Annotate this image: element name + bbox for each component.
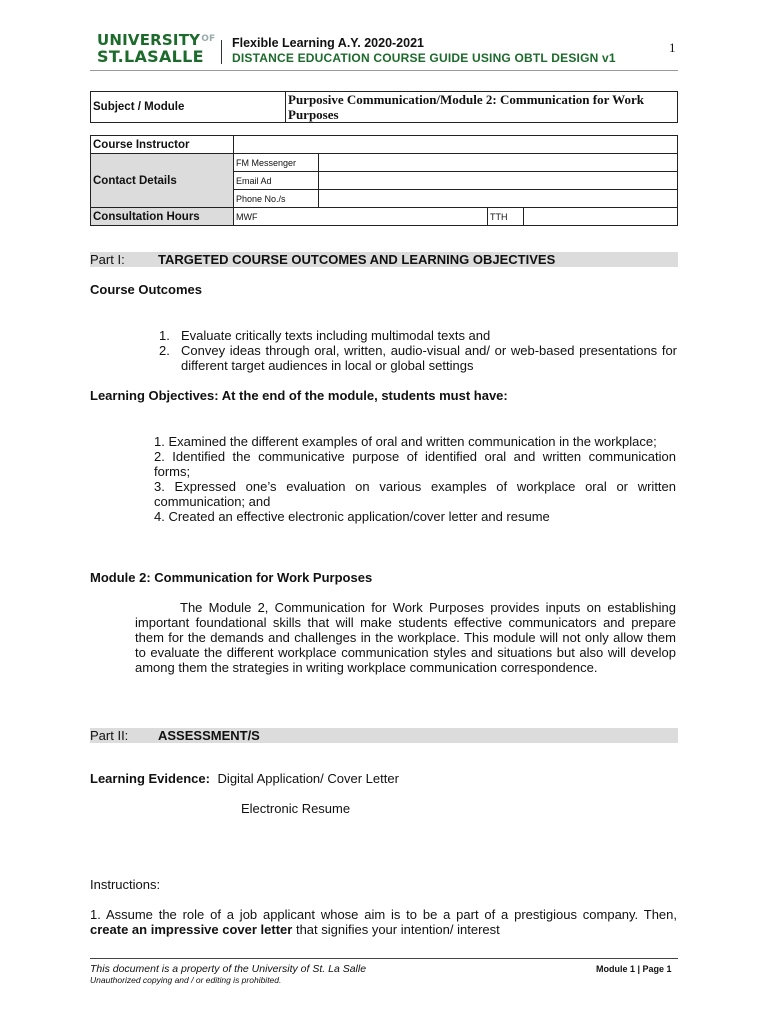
page-number: 1 [669, 40, 676, 55]
learning-objectives-heading: Learning Objectives: At the end of the module, students must have: [90, 388, 508, 403]
module-heading: Module 2: Communication for Work Purposes [90, 570, 373, 585]
learning-evidence-line [90, 771, 399, 786]
learning-evidence-item-1: Digital Application/ Cover Letter [217, 771, 399, 786]
contact-value-email [319, 172, 678, 190]
header-title: Flexible Learning A.Y. 2020-2021 [232, 36, 424, 50]
list-item: 2. Identified the communicative purpose of identified oral and written communication forms; [154, 449, 676, 479]
logo-text-stlasalle: ST.LASALLE [97, 47, 204, 66]
list-item: 2. Convey ideas through oral, written, audio-visual and/ or web-based presentations for different target audiences in local or global settings [159, 343, 677, 373]
part2-label: Part II: [90, 728, 129, 743]
course-instructor-value [234, 136, 678, 154]
header-divider [221, 40, 222, 64]
list-item: 1. Examined the different examples of oral and written communication in the workplace; [154, 434, 657, 449]
learning-evidence-item-2: Electronic Resume [241, 801, 351, 816]
instructions-emphasis: create an impressive cover letter [90, 922, 293, 937]
list-item: 1. Evaluate critically texts including multimodal texts and [159, 328, 491, 343]
part1-label: Part I: [90, 252, 125, 267]
learning-evidence-label: Learning Evidence: [90, 771, 210, 786]
module-paragraph: The Module 2, Communication for Work Purposes provides inputs on establishing important foundational skills that will make students effective communicators and prepare them for the demands and challenges in the workplace. This module will not only allow them to evaluate the different workplace communication styles and situations but also will develop among them the strategies in writing workplace communication correspondence. [135, 600, 676, 675]
subject-table [90, 91, 678, 123]
part2-section-bar [90, 728, 678, 743]
part2-title: ASSESSMENT/S [158, 728, 260, 743]
consultation-mwf: MWF [234, 208, 488, 226]
consultation-hours-label: Consultation Hours [91, 208, 234, 226]
learning-objectives-list [154, 434, 676, 524]
part1-title: TARGETED COURSE OUTCOMES AND LEARNING OBJECTIVES [158, 252, 556, 267]
list-item: 4. Created an effective electronic application/cover letter and resume [154, 509, 550, 524]
footer-rule [90, 958, 678, 959]
contact-field-phone: Phone No./s [234, 190, 319, 208]
consultation-tth-value [524, 208, 678, 226]
footer-property-note: This document is a property of the University of St. La Salle [90, 963, 367, 975]
course-outcomes-list [159, 328, 677, 373]
university-logo [97, 31, 216, 66]
consultation-tth: TTH [488, 208, 524, 226]
contact-value-messenger [319, 154, 678, 172]
subject-value: Purposive Communication/Module 2: Communication for Work Purposes [286, 92, 678, 123]
header-subtitle: DISTANCE EDUCATION COURSE GUIDE USING OBTL DESIGN v1 [232, 51, 616, 65]
contact-value-phone [319, 190, 678, 208]
subject-label: Subject / Module [91, 92, 286, 123]
header-rule [90, 70, 678, 71]
instructions-label: Instructions: [90, 877, 161, 892]
instructions-paragraph: 1. Assume the role of a job applicant whose aim is to be a part of a prestigious company. Then, create an impressive cover letter that signifies your intention/ interest [90, 907, 677, 937]
footer-copy-note: Unauthorized copying and / or editing is prohibited. [90, 975, 282, 985]
part1-section-bar [90, 252, 678, 267]
contact-field-email: Email Ad [234, 172, 319, 190]
course-info-table [90, 135, 678, 226]
contact-field-messenger: FM Messenger [234, 154, 319, 172]
logo-text-university: UNIVERSITY [97, 31, 201, 49]
course-outcomes-heading: Course Outcomes [90, 282, 202, 297]
course-instructor-label: Course Instructor [91, 136, 234, 154]
list-item: 3. Expressed one’s evaluation on various examples of workplace oral or written communication; and [154, 479, 676, 509]
logo-text-of: OF [201, 34, 216, 44]
contact-details-label: Contact Details [91, 154, 234, 208]
footer-page-label: Module 1 | Page 1 [596, 964, 672, 974]
